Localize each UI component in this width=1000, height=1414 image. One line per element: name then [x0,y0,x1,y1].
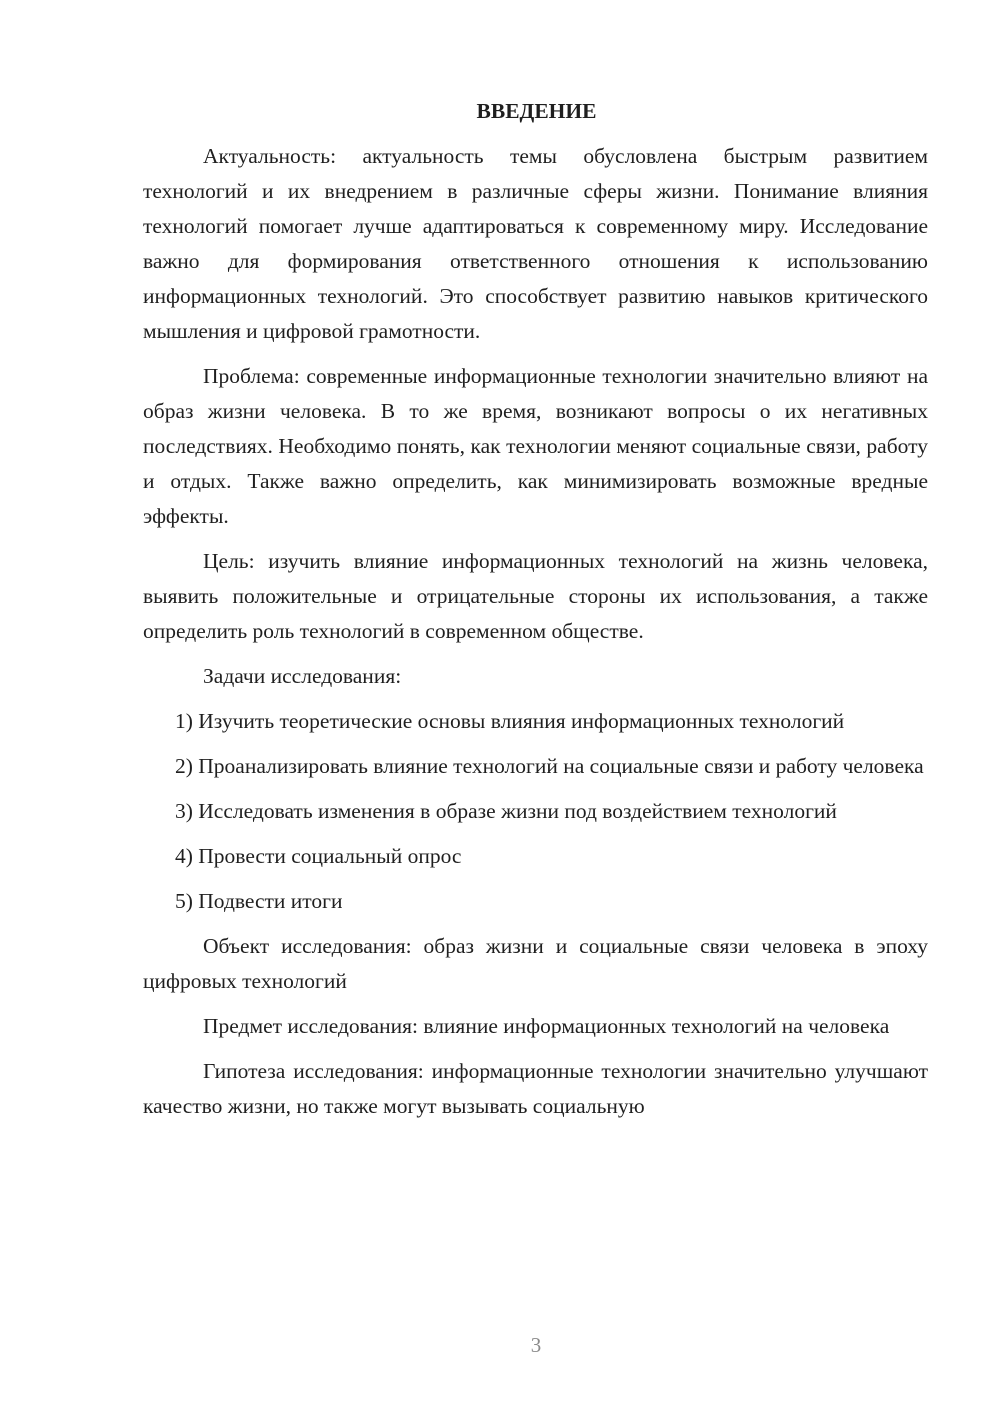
hypothesis-paragraph: Гипотеза исследования: информационные технологии значительно улучшают качество жизни, но также могут вызывать социальную [143,1059,928,1118]
tasks-heading: Задачи исследования: [203,664,402,688]
subject-paragraph: Предмет исследования: влияние информационных технологий на человека [203,1014,890,1038]
task-item: 1) Изучить теоретические основы влияния информационных технологий [175,709,845,733]
task-item: 5) Подвести итоги [175,889,343,913]
task-item: 2) Проанализировать влияние технологий на социальные связи и работу человека [175,754,924,778]
task-item: 3) Исследовать изменения в образе жизни под воздействием технологий [175,799,837,823]
object-paragraph: Объект исследования: образ жизни и социальные связи человека в эпоху цифровых технологий [143,934,928,993]
relevance-paragraph: Актуальность: актуальность темы обусловлена быстрым развитием технологий и их внедрением в различные сферы жизни. Понимание влияния технологий помогает лучше адаптироваться к современному миру. Исследование важно для формирования ответственного отношения к использованию информационных технологий. Это способствует развитию навыков критического мышления и цифровой грамотности. [143,144,928,343]
task-item: 4) Провести социальный опрос [175,844,462,868]
page-content [143,94,928,1134]
problem-paragraph: Проблема: современные информационные технологии значительно влияют на образ жизни человека. В то же время, возникают вопросы о их негативных последствиях. Необходимо понять, как технологии меняют социальные связи, работу и отдых. Также важно определить, как минимизировать возможные вредные эффекты. [143,364,928,528]
section-title: ВВЕДЕНИЕ [476,99,597,123]
page-number: 3 [530,1333,542,1357]
goal-paragraph: Цель: изучить влияние информационных технологий на жизнь человека, выявить положительные и отрицательные стороны их использования, а также определить роль технологий в современном обществе. [143,549,928,643]
